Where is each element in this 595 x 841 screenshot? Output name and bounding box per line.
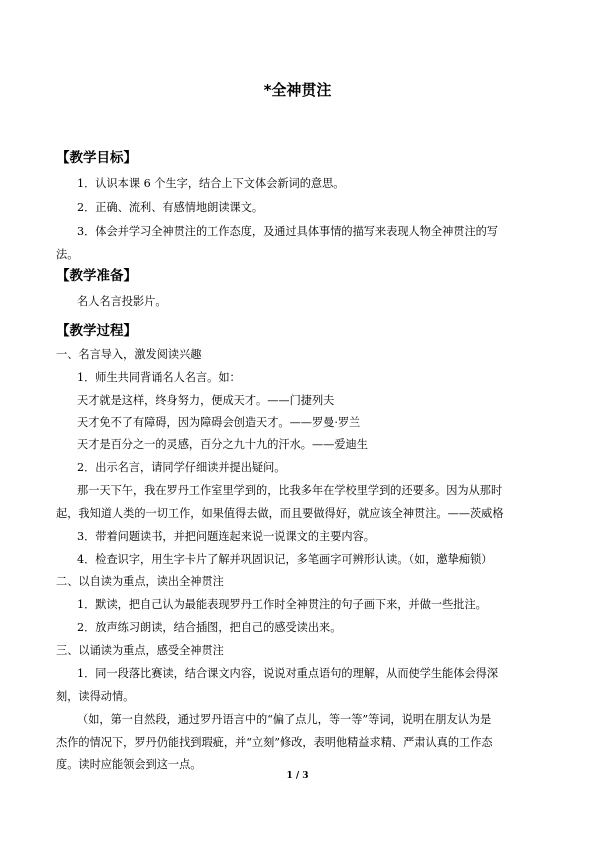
goal-line: 1．认识本课 6 个生字，结合上下文体会新词的意思。 [77,177,345,190]
goal-line: 3．体会并学习全神贯注的工作态度，及通过具体事情的描写来表现人物全神贯注的写 [77,225,499,238]
process-line: 2．放声练习朗读，结合插图，把自己的感受读出来。 [77,621,342,634]
process-line: 度。读时应能领会到这一点。 [56,758,202,771]
process-line: 2．出示名言，请同学仔细读并提出疑问。 [77,461,286,474]
section-heading-prep: 【教学准备】 [56,268,137,284]
process-line: 杰作的情况下，罗丹仍能找到瑕疵，并“立刻”修改，表明他精益求精、严肃认真的工作态 [56,736,493,749]
process-line: 刻，读得动情。 [56,690,135,703]
goal-line: 法。 [56,248,79,261]
process-line: （如，第一自然段，通过罗丹语言中的“偏了点儿，等一等”等词，说明在朋友认为是 [77,713,492,726]
document-title: *全神贯注 [263,81,332,99]
process-line: 二、以自读为重点，读出全神贯注 [56,575,224,588]
process-line: 天才是百分之一的灵感，百分之九十九的汗水。——爱迪生 [77,438,368,451]
section-heading-goals: 【教学目标】 [56,150,137,166]
prep-line: 名人名言投影片。 [77,295,167,308]
process-line: 1．师生共同背诵名人名言。如： [77,371,241,384]
process-line: 3．带着问题读书，并把问题连起来说一说课文的主要内容。 [77,530,375,543]
page-number: 1 / 3 [286,771,309,781]
process-line: 4．检查识字，用生字卡片了解并巩固识记，多笔画字可辨形认读。（如，邀挚痴锁） [77,553,493,566]
process-line: 三、以诵读为重点，感受全神贯注 [56,644,224,657]
process-line: 起，我知道人类的一切工作，如果值得去做，而且要做得好，就应该全神贯注。——茨威格 [56,507,504,520]
process-line: 1．默读，把自己认为最能表现罗丹工作时全神贯注的句子画下来，并做一些批注。 [77,598,487,611]
process-line: 1．同一段落比赛读，结合课文内容，说说对重点语句的理解，从而使学生能体会得深 [77,667,499,680]
process-line: 天才免不了有障碍，因为障碍会创造天才。——罗曼·罗兰 [77,416,361,429]
process-line: 那一天下午，我在罗丹工作室里学到的，比我多年在学校里学到的还要多。因为从那时 [77,484,503,497]
process-line: 天才就是这样，终身努力，便成天才。——门捷列夫 [77,394,335,407]
goal-line: 2．正确、流利、有感情地朗读课文。 [77,201,264,214]
process-line: 一、名言导入，激发阅读兴趣 [56,348,202,361]
section-heading-process: 【教学过程】 [56,323,137,339]
